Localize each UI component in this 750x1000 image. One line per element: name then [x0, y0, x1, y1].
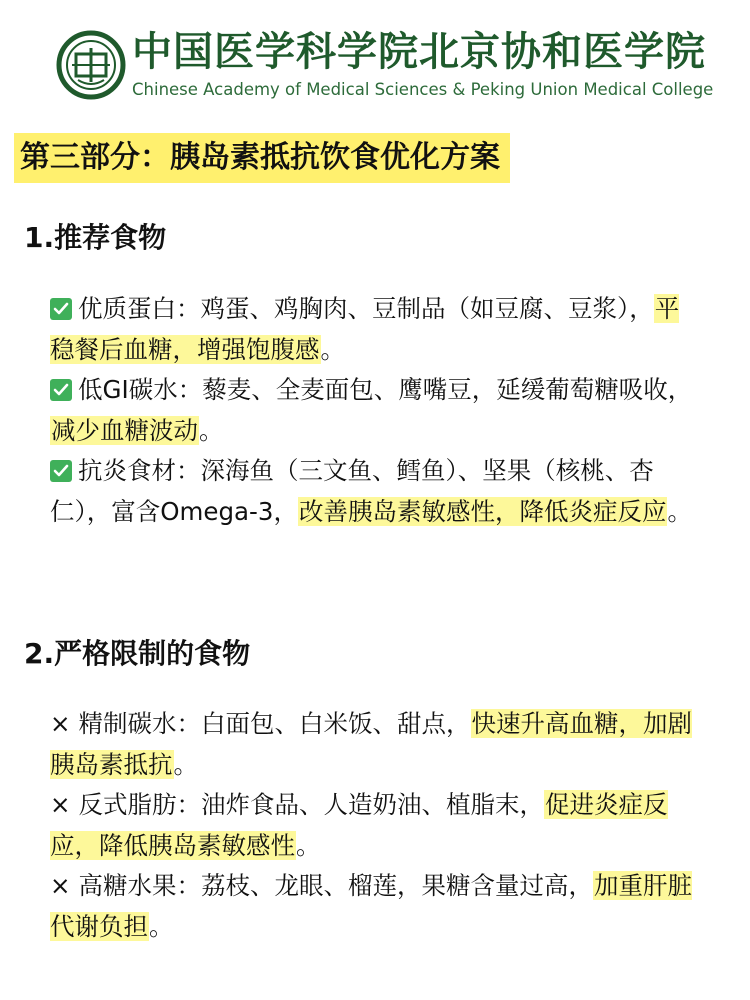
- logo-english-name: Chinese Academy of Medical Sciences & Peking Union Medical College: [132, 80, 714, 99]
- restricted-food-list: [50, 704, 700, 947]
- cross-icon: ×: [50, 709, 71, 738]
- item-end: 。: [296, 830, 321, 860]
- list-item: [50, 704, 700, 785]
- item-end: 。: [667, 496, 692, 526]
- green-check-icon: [50, 460, 72, 482]
- item-highlight: 快速升高血糖，加剧胰岛素抵抗: [50, 709, 693, 779]
- list-item: [50, 370, 700, 451]
- list-item: [50, 785, 700, 866]
- cross-icon: ×: [50, 790, 71, 819]
- list-item: [50, 289, 700, 370]
- recommended-food-list: [50, 289, 700, 532]
- item-highlight: 减少血糖波动: [51, 415, 198, 445]
- institution-emblem-icon: [56, 30, 126, 100]
- item-end: 。: [149, 911, 174, 941]
- cross-icon: ×: [50, 871, 71, 900]
- item-highlight: 加重肝脏代谢负担: [50, 871, 693, 941]
- item-highlight: 平稳餐后血糖，增强饱腹感: [50, 294, 680, 364]
- section-heading-restricted: 2.严格限制的食物: [24, 637, 251, 670]
- institution-logo: [56, 26, 714, 108]
- green-check-icon: [50, 298, 72, 320]
- list-item: [50, 451, 700, 532]
- logo-chinese-name: 中国医学科学院北京协和医学院: [132, 28, 706, 75]
- item-text: 精制碳水：白面包、白米饭、甜点，: [78, 709, 471, 738]
- item-end: 。: [320, 334, 345, 364]
- item-highlight: 改善胰岛素敏感性，降低炎症反应: [298, 496, 667, 526]
- item-end: 。: [173, 749, 198, 779]
- item-highlight: 促进炎症反应，降低胰岛素敏感性: [50, 790, 668, 860]
- page-title: 第三部分：胰岛素抵抗饮食优化方案: [14, 133, 510, 183]
- green-check-icon: [50, 379, 72, 401]
- item-end: 。: [199, 415, 224, 445]
- section-heading-recommended: 1.推荐食物: [24, 221, 167, 254]
- item-text: 低GI碳水：藜麦、全麦面包、鹰嘴豆，延缓葡萄糖吸收，: [78, 375, 693, 404]
- item-text: 抗炎食材：深海鱼（三文鱼、鳕鱼）、坚果（核桃、杏仁），富含Omega-3，: [50, 456, 654, 526]
- item-text: 高糖水果：荔枝、龙眼、榴莲，果糖含量过高，: [78, 871, 594, 900]
- list-item: [50, 866, 700, 947]
- item-text: 优质蛋白：鸡蛋、鸡胸肉、豆制品（如豆腐、豆浆），: [78, 294, 654, 323]
- item-text: 反式脂肪：油炸食品、人造奶油、植脂末，: [78, 790, 545, 819]
